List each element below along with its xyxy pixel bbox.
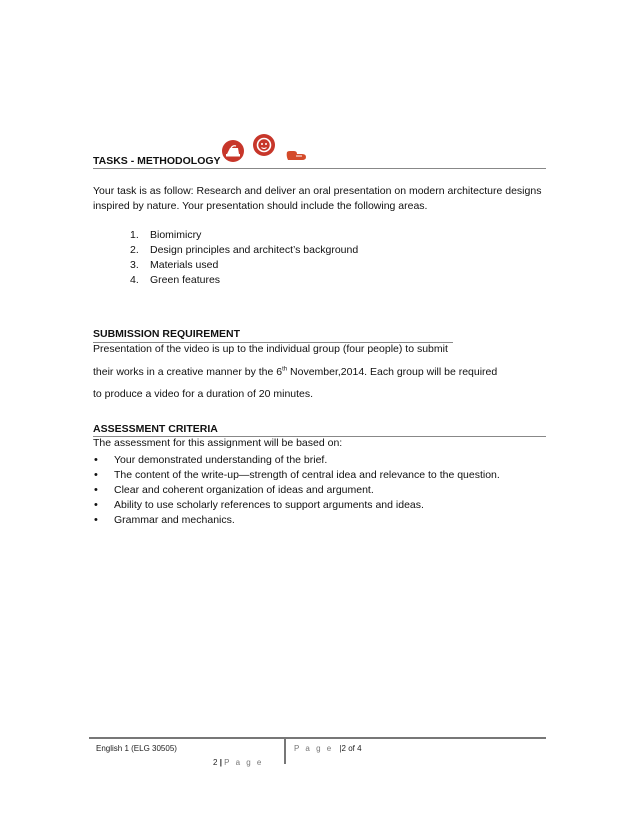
submission-line2 (93, 366, 497, 378)
list-item-text: Materials used (150, 259, 219, 271)
list-item (130, 243, 358, 258)
bullet: • (94, 514, 98, 526)
list-item-text: Design principles and architect’s background (150, 244, 359, 256)
tasks-list (130, 228, 358, 288)
submission-heading: SUBMISSION REQUIREMENT (93, 328, 241, 340)
list-item-text: Your demonstrated understanding of the brief. (114, 454, 328, 466)
tasks-intro-line2: inspired by nature. Your presentation should include the following areas. (93, 200, 428, 212)
footer-page-sep: | (339, 744, 342, 753)
assessment-heading: ASSESSMENT CRITERIA (93, 423, 218, 435)
list-item (93, 513, 553, 528)
task-icons (222, 134, 312, 166)
assessment-list (93, 453, 553, 528)
iron-icon (222, 140, 244, 162)
submission-line1: Presentation of the video is up to the individual group (four people) to submit (93, 343, 448, 355)
footer-page-num: 2 (213, 758, 218, 767)
list-item-text: Ability to use scholarly references to support arguments and ideas. (114, 499, 424, 511)
footer-divider (284, 739, 286, 764)
submission-line3: to produce a video for a duration of 20 minutes. (93, 388, 314, 400)
list-item-text: Green features (150, 274, 221, 286)
list-item-number: 4. (130, 274, 139, 286)
list-item-number: 3. (130, 259, 139, 271)
list-item (93, 483, 553, 498)
assessment-intro: The assessment for this assignment will be based on: (93, 437, 343, 449)
footer-page-number (213, 758, 263, 767)
footer-rule (89, 737, 546, 739)
footer-page-info (294, 744, 362, 753)
hand-icon (285, 149, 308, 163)
list-item-text: Biomimicry (150, 229, 202, 241)
list-item (93, 453, 553, 468)
list-item-text: The content of the write-up—strength of central idea and relevance to the question. (114, 469, 500, 481)
face-icon (253, 134, 275, 156)
submission-line2-sup: th (282, 366, 288, 373)
list-item (130, 258, 358, 273)
tasks-heading: TASKS - METHODOLOGY (93, 155, 221, 167)
list-item-number: 2. (130, 244, 139, 256)
tasks-intro (93, 184, 553, 214)
list-item (93, 498, 553, 513)
bullet: • (94, 484, 98, 496)
footer-page-of: 2 of 4 (341, 744, 362, 753)
bullet: • (94, 454, 98, 466)
list-item-text: Grammar and mechanics. (114, 514, 235, 526)
footer-page-word2: P a g e (224, 758, 264, 767)
footer-page-word: P a g e (294, 744, 334, 753)
bullet: • (94, 469, 98, 481)
list-item-number: 1. (130, 229, 139, 241)
submission-line2-pre: their works in a creative manner by the 6 (93, 366, 283, 378)
list-item (130, 273, 358, 288)
tasks-intro-line1: Your task is as follow: Research and deliver an oral presentation on modern architecture designs (93, 185, 542, 197)
list-item (93, 468, 553, 483)
footer-page-bar: | (219, 758, 222, 767)
list-item (130, 228, 358, 243)
bullet: • (94, 499, 98, 511)
submission-line2-post: November,2014. Each group will be required (287, 366, 498, 378)
tasks-heading-rule (93, 168, 546, 169)
footer-course: English 1 (ELG 30505) (96, 744, 177, 753)
list-item-text: Clear and coherent organization of ideas and argument. (114, 484, 374, 496)
